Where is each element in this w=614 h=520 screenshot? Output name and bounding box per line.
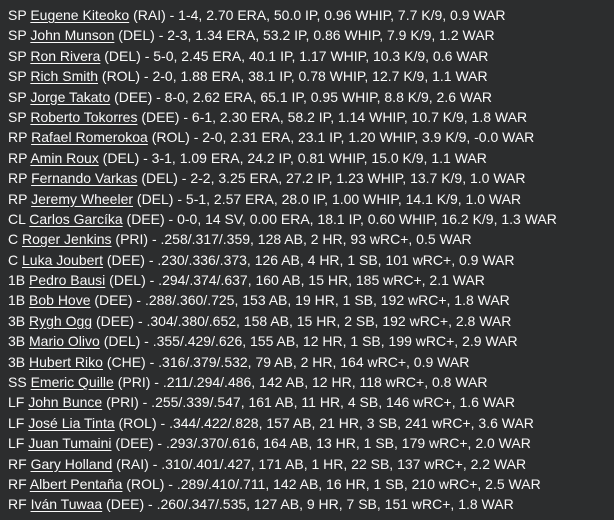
player-position: 3B <box>8 333 26 350</box>
player-position: RP <box>8 190 28 207</box>
player-name-link[interactable]: Roberto Tokorres <box>30 108 138 125</box>
player-name-link[interactable]: Eugene Kiteoko <box>30 7 130 23</box>
player-stat-text: (DEE) - .260/.347/.535, 127 AB, 9 HR, 7 SB, 151 wRC+, 1.8 WAR <box>102 496 514 513</box>
player-stat-text: (DEL) - 5-0, 2.45 ERA, 40.1 IP, 1.17 WHIP, 10.3 K/9, 0.6 WAR <box>100 47 489 64</box>
player-position: RF <box>8 496 27 513</box>
player-stat-text: (DEE) - .230/.336/.373, 126 AB, 4 HR, 1 SB, 101 wRC+, 0.9 WAR <box>102 251 515 268</box>
player-position: LF <box>8 414 25 431</box>
player-stat-line <box>8 168 606 188</box>
player-stat-line <box>8 494 606 514</box>
player-position: RP <box>8 149 28 166</box>
player-stat-line <box>8 290 606 310</box>
player-position: 3B <box>8 353 26 370</box>
player-stat-text: (RAI) - 1-4, 2.70 ERA, 50.0 IP, 0.96 WHIP, 7.7 K/9, 0.9 WAR <box>129 7 506 23</box>
player-name-link[interactable]: Rygh Ogg <box>29 312 93 329</box>
player-stat-line <box>8 352 606 372</box>
player-name-link[interactable]: Pedro Bausi <box>29 272 106 289</box>
player-stat-text: (DEE) - 6-1, 2.30 ERA, 58.2 IP, 1.14 WHIP, 10.7 K/9, 1.8 WAR <box>137 108 528 125</box>
player-stat-line <box>8 66 606 86</box>
player-name-link[interactable]: Ron Rivera <box>30 47 101 64</box>
player-name-link[interactable]: Juan Tumaini <box>28 435 112 452</box>
player-stat-text: (ROL) - .289/.410/.711, 142 AB, 16 HR, 1 SB, 210 wRC+, 2.5 WAR <box>122 475 541 492</box>
player-position: CL <box>8 210 26 227</box>
player-stat-line <box>8 413 606 433</box>
player-name-link[interactable]: Rich Smith <box>30 68 99 85</box>
player-name-link[interactable]: Fernando Varkas <box>31 170 138 187</box>
player-stat-line <box>8 107 606 127</box>
player-name-link[interactable]: Jeremy Wheeler <box>31 190 134 207</box>
player-name-link[interactable]: José Lia Tinta <box>28 414 115 431</box>
player-position: 1B <box>8 272 26 289</box>
player-stat-line <box>8 331 606 351</box>
player-name-link[interactable]: Mario Olivo <box>29 333 100 350</box>
player-stat-text: (PRI) - .255/.339/.547, 161 AB, 11 HR, 4 SB, 146 wRC+, 1.6 WAR <box>102 394 515 411</box>
player-name-link[interactable]: John Munson <box>30 27 115 44</box>
player-stat-line <box>8 209 606 229</box>
player-position: SP <box>8 108 27 125</box>
player-stat-line <box>8 5 606 25</box>
player-stat-line <box>8 127 606 147</box>
player-position: 3B <box>8 312 26 329</box>
player-name-link[interactable]: Jorge Takato <box>30 88 111 105</box>
player-stat-text: (RAI) - .310/.401/.427, 171 AB, 1 HR, 22 SB, 137 wRC+, 2.2 WAR <box>112 455 527 472</box>
player-stat-line <box>8 148 606 168</box>
player-position: SP <box>8 27 27 44</box>
player-position: C <box>8 231 19 248</box>
player-position: SP <box>8 7 27 23</box>
player-stat-text: (DEL) - 2-3, 1.34 ERA, 53.2 IP, 0.86 WHIP, 7.9 K/9, 1.2 WAR <box>114 27 495 44</box>
player-stat-text: (PRI) - .258/.317/.359, 128 AB, 2 HR, 93 wRC+, 0.5 WAR <box>111 231 472 248</box>
player-name-link[interactable]: Bob Hove <box>29 292 91 309</box>
player-stat-text: (DEE) - 0-0, 14 SV, 0.00 ERA, 18.1 IP, 0.60 WHIP, 16.2 K/9, 1.3 WAR <box>122 210 557 227</box>
player-stat-line <box>8 46 606 66</box>
player-position: SP <box>8 47 27 64</box>
player-stat-text: (PRI) - .211/.294/.486, 142 AB, 12 HR, 118 wRC+, 0.8 WAR <box>113 374 488 391</box>
player-position: LF <box>8 394 25 411</box>
player-stat-line <box>8 189 606 209</box>
player-name-link[interactable]: Albert Pentaña <box>29 475 123 492</box>
player-stat-line <box>8 433 606 453</box>
player-stat-line <box>8 250 606 270</box>
player-stat-text: (CHE) - .316/.379/.532, 79 AB, 2 HR, 164 wRC+, 0.9 WAR <box>102 353 470 370</box>
player-position: RP <box>8 129 28 146</box>
player-stat-text: (DEL) - .294/.374/.637, 160 AB, 15 HR, 185 wRC+, 2.1 WAR <box>105 272 485 289</box>
player-position: SS <box>8 374 27 391</box>
player-name-link[interactable]: Iván Tuwaa <box>30 496 103 513</box>
player-name-link[interactable]: Rafael Romerokoa <box>31 129 148 146</box>
player-stat-line <box>8 392 606 412</box>
player-stat-line <box>8 87 606 107</box>
player-position: SP <box>8 68 27 85</box>
player-position: RP <box>8 170 28 187</box>
player-stat-line <box>8 372 606 392</box>
player-name-link[interactable]: Amin Roux <box>30 149 99 166</box>
player-name-link[interactable]: Gary Holland <box>30 455 113 472</box>
player-stat-text: (DEL) - 3-1, 1.09 ERA, 24.2 IP, 0.81 WHIP, 15.0 K/9, 1.1 WAR <box>98 149 487 166</box>
player-name-link[interactable]: Carlos Garcíka <box>29 210 123 227</box>
player-stat-text: (DEE) - .288/.360/.725, 153 AB, 19 HR, 1 SB, 192 wRC+, 1.8 WAR <box>90 292 510 309</box>
player-position: RF <box>8 455 27 472</box>
player-stat-text: (DEE) - .293/.370/.616, 164 AB, 13 HR, 1 SB, 179 wRC+, 2.0 WAR <box>111 435 531 452</box>
player-name-link[interactable]: Roger Jenkins <box>22 231 112 248</box>
player-stat-line <box>8 270 606 290</box>
player-stat-text: (ROL) - 2-0, 1.88 ERA, 38.1 IP, 0.78 WHIP, 12.7 K/9, 1.1 WAR <box>98 68 488 85</box>
player-position: 1B <box>8 292 26 309</box>
player-position: LF <box>8 435 25 452</box>
player-stat-text: (DEL) - 5-1, 2.57 ERA, 28.0 IP, 1.00 WHIP, 14.1 K/9, 1.0 WAR <box>133 190 522 207</box>
player-stat-text: (DEL) - .355/.429/.626, 155 AB, 12 HR, 1 SB, 199 wRC+, 2.9 WAR <box>99 333 518 350</box>
player-stat-line <box>8 311 606 331</box>
player-stat-text: (DEE) - .304/.380/.652, 158 AB, 15 HR, 2 SB, 192 wRC+, 2.8 WAR <box>92 312 512 329</box>
player-stat-line <box>8 474 606 494</box>
player-name-link[interactable]: Luka Joubert <box>22 251 103 268</box>
player-stat-line <box>8 25 606 45</box>
player-position: SP <box>8 88 27 105</box>
player-stat-text: (DEL) - 2-2, 3.25 ERA, 27.2 IP, 1.23 WHIP, 13.7 K/9, 1.0 WAR <box>137 170 526 187</box>
player-stat-text: (ROL) - .344/.422/.828, 157 AB, 21 HR, 3 SB, 241 wRC+, 3.6 WAR <box>114 414 534 431</box>
player-name-link[interactable]: John Bunce <box>28 394 103 411</box>
player-position: RF <box>8 475 27 492</box>
player-name-link[interactable]: Emeric Quille <box>30 374 114 391</box>
player-stat-line <box>8 454 606 474</box>
player-position: C <box>8 251 19 268</box>
player-name-link[interactable]: Hubert Riko <box>29 353 103 370</box>
player-stat-line <box>8 229 606 249</box>
player-stat-text: (DEE) - 8-0, 2.62 ERA, 65.1 IP, 0.95 WHIP, 8.8 K/9, 2.6 WAR <box>110 88 493 105</box>
player-stat-text: (ROL) - 2-0, 2.31 ERA, 23.1 IP, 1.20 WHIP, 3.9 K/9, -0.0 WAR <box>147 129 535 146</box>
